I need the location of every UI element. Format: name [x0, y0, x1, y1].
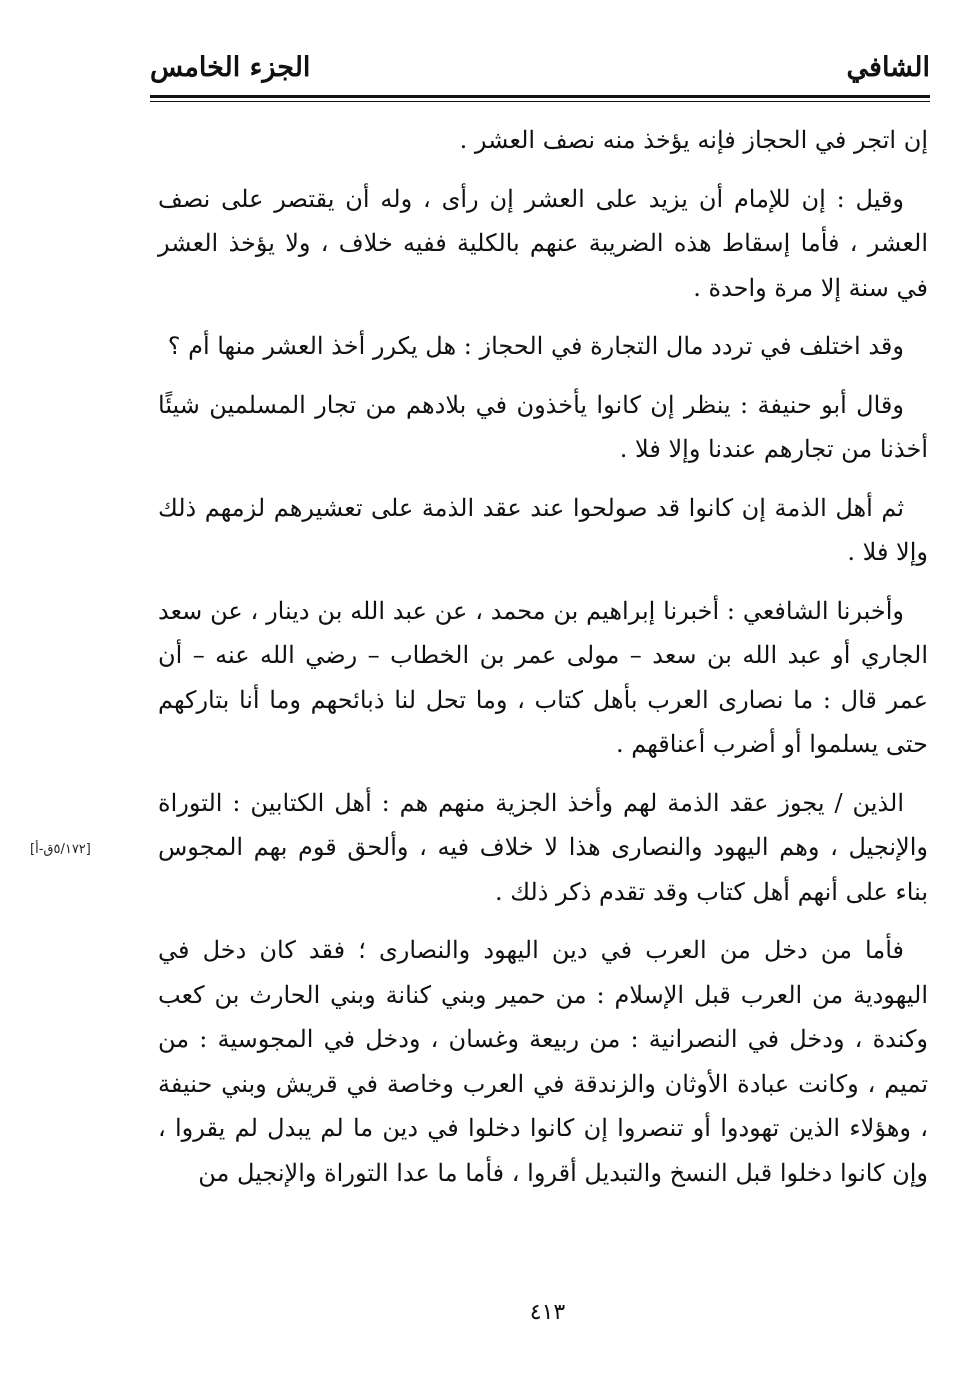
paragraph: ثم أهل الذمة إن كانوا قد صولحوا عند عقد الذمة على تعشيرهم لزمهم ذلك وإلا فلا . [158, 493, 928, 566]
paragraph: إن اتجر في الحجاز فإنه يؤخذ منه نصف العشر . [459, 126, 928, 154]
body-text [158, 118, 928, 1209]
paragraph: وأخبرنا الشافعي : أخبرنا إبراهيم بن محمد ، عن عبد الله بن دينار ، عن سعد الجاري أو عبد الله بن سعد – مولى عمر بن الخطاب – رضي الله عنه – أن عمر قال : ما نصارى العرب بأهل كتاب ، وما تحل لنا ذبائحهم وما أنا بتاركهم حتى يسلموا أو أضرب أعناقهم . [158, 596, 928, 758]
paragraph: وقد اختلف في تردد مال التجارة في الحجاز : هل يكرر أخذ العشر منها أم ؟ [167, 332, 904, 360]
header-rule-thin [150, 101, 930, 102]
paragraph: الذين / يجوز عقد الذمة لهم وأخذ الجزية منهم هم : أهل الكتابين : التوراة والإنجيل ، وهم اليهود والنصارى هذا لا خلاف فيه ، وألحق قوم بهم المجوس بناء على أنهم أهل كتاب وقد تقدم ذكر ذلك . [158, 788, 928, 906]
manuscript-folio-note: [٥/١٧٢ق-أ] [30, 842, 91, 857]
paragraph: وقيل : إن للإمام أن يزيد على العشر إن رأى ، وله أن يقتصر على نصف العشر ، فأما إسقاط هذه الضريبة عنهم بالكلية ففيه خلاف ، ولا يؤخذ العشر في سنة إلا مرة واحدة . [158, 184, 928, 302]
running-header [150, 48, 930, 92]
volume-title: الجزء الخامس [150, 52, 311, 83]
header-rule [150, 95, 930, 98]
paragraph: فأما من دخل من العرب في دين اليهود والنصارى ؛ فقد كان دخل في اليهودية من العرب قبل الإسلام : من حمير وبني كنانة وبني الحارث بن كعب وكندة ، ودخل في النصرانية : من ربيعة وغسان ، ودخل في المجوسية : من تميم ، وكانت عبادة الأوثان والزندقة في العرب وخاصة في قريش وبني حنيفة ، وهؤلاء الذين تهودوا أو تنصروا إن كانوا دخلوا في دين ما لم يبدل لم يقروا ، وإن كانوا دخلوا قبل النسخ والتبديل أقروا ، فأما ما عدا التوراة والإنجيل من [158, 936, 928, 1187]
page-number: ٤١٣ [529, 1300, 566, 1325]
book-title: الشافي [846, 52, 930, 83]
paragraph: وقال أبو حنيفة : ينظر إن كانوا يأخذون في بلادهم من تجار المسلمين شيئًا أخذنا من تجارهم عندنا وإلا فلا . [158, 390, 928, 463]
